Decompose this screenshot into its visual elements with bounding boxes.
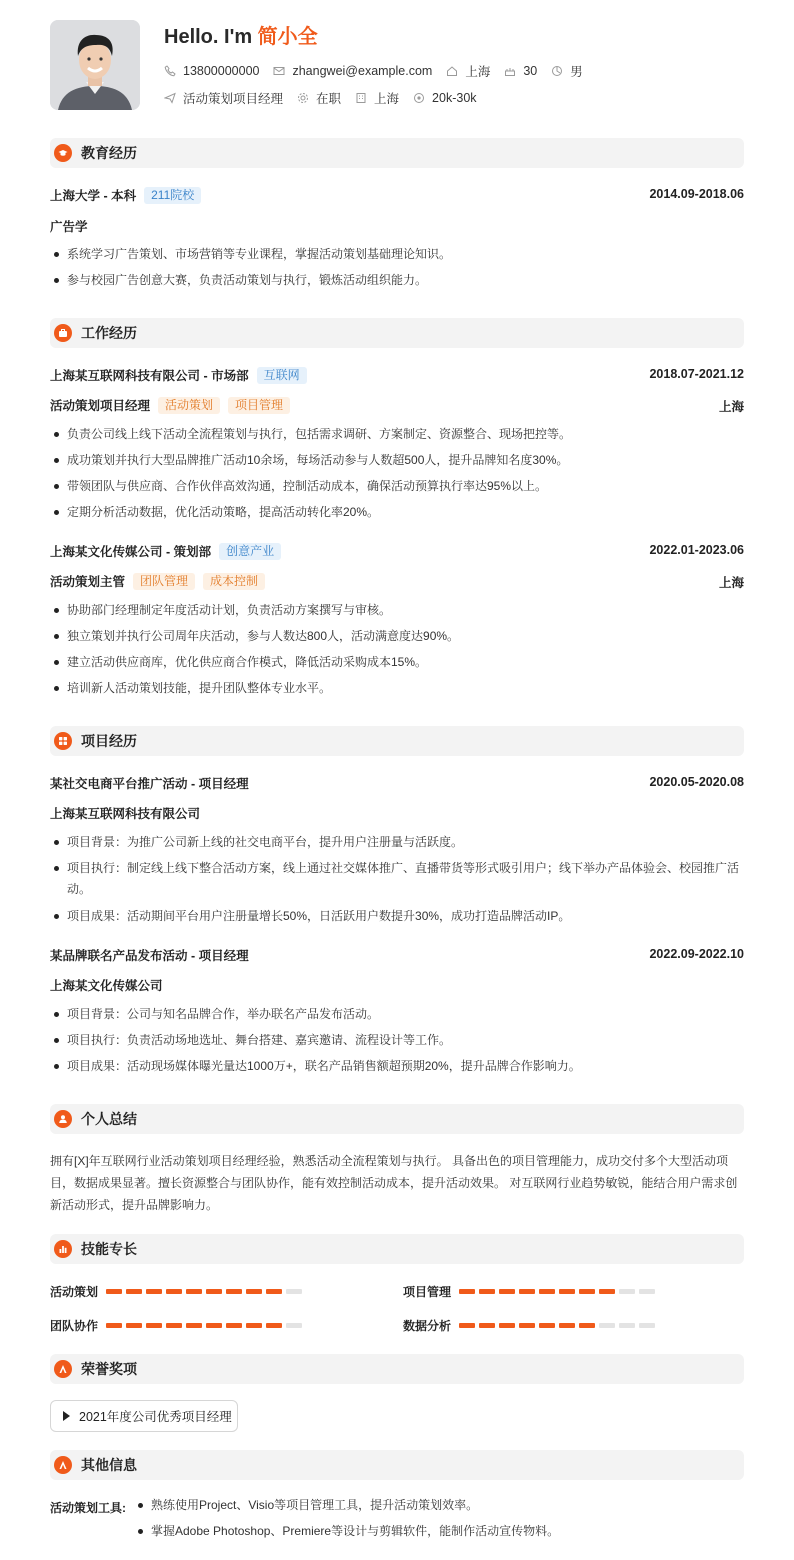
city-item <box>446 62 490 80</box>
list-item: 负责公司线上线下活动全流程策划与执行，包括需求调研、方案制定、资源整合、现场把控等。 <box>50 424 744 445</box>
company-name: 上海某互联网科技有限公司 - 市场部 <box>50 369 249 383</box>
list-item: 项目成果：活动期间平台用户注册量增长50%，日活跃用户数提升30%，成功打造品牌活动IP。 <box>50 906 744 927</box>
skill-segment-filled <box>559 1323 575 1328</box>
greeting-title <box>164 20 318 49</box>
skill-segment-filled <box>499 1323 515 1328</box>
section-title: 技能专长 <box>81 1241 137 1257</box>
skill-segment-filled <box>186 1323 202 1328</box>
skill-segment-filled <box>479 1323 495 1328</box>
skill-segment-filled <box>599 1289 615 1294</box>
section-summary <box>50 1104 744 1134</box>
briefcase-icon <box>54 324 72 342</box>
skill-name: 项目管理 <box>403 1285 452 1299</box>
list-item: 建立活动供应商库，优化供应商合作模式，降低活动采购成本15%。 <box>50 652 744 673</box>
company-name: 上海某文化传媒公司 - 策划部 <box>50 545 212 559</box>
work-city-item <box>355 89 399 107</box>
skill-segment-filled <box>459 1289 475 1294</box>
skill-segment-filled <box>226 1323 242 1328</box>
phone-item <box>164 64 259 78</box>
gender-text: 男 <box>570 65 583 79</box>
work-city: 上海 <box>718 576 744 590</box>
position-item <box>164 89 283 107</box>
send-icon <box>164 92 176 104</box>
gear-icon <box>297 92 309 104</box>
school-tag: 211院校 <box>144 187 201 204</box>
section-title: 教育经历 <box>81 145 137 161</box>
salary-text: 20k-30k <box>432 91 477 105</box>
work-period: 2022.01-2023.06 <box>649 543 744 557</box>
greeting-text: Hello. I'm <box>164 26 253 48</box>
resume-header <box>50 0 744 126</box>
position-text: 活动策划项目经理 <box>183 92 284 106</box>
skill-segment-filled <box>246 1323 262 1328</box>
skill-segment-filled <box>519 1323 535 1328</box>
section-work <box>50 318 744 348</box>
status-text: 在职 <box>316 92 342 106</box>
skill-item <box>50 1283 306 1300</box>
email-item <box>273 64 432 78</box>
skill-segment-empty <box>619 1323 635 1328</box>
list-item: 项目成果：活动现场媒体曝光量达1000万+，联名产品销售额超预期20%，提升品牌合作影响力。 <box>50 1056 744 1077</box>
section-title: 工作经历 <box>81 325 137 341</box>
work-company <box>50 366 307 384</box>
list-item: 项目执行：负责活动场地选址、舞台搭建、嘉宾邀请、流程设计等工作。 <box>50 1030 744 1051</box>
section-skills <box>50 1234 744 1264</box>
skill-segment-filled <box>539 1323 555 1328</box>
work-city: 上海 <box>718 400 744 414</box>
avatar <box>50 20 140 110</box>
skill-segment-filled <box>206 1323 222 1328</box>
skill-level-bar <box>106 1323 306 1328</box>
work-city-text: 上海 <box>374 92 400 106</box>
bar-chart-icon <box>54 1240 72 1258</box>
work-role <box>50 396 290 414</box>
skill-segment-empty <box>286 1289 302 1294</box>
list-item: 掌握Adobe Photoshop、Premiere等设计与剪辑软件，能制作活动宣传物料。 <box>134 1521 744 1542</box>
home-icon <box>446 65 458 77</box>
section-title: 荣誉奖项 <box>81 1361 137 1377</box>
section-education <box>50 138 744 168</box>
role-name: 活动策划主管 <box>50 575 126 589</box>
grid-icon <box>54 732 72 750</box>
skill-segment-filled <box>579 1289 595 1294</box>
list-item: 协助部门经理制定年度活动计划，负责活动方案撰写与审核。 <box>50 600 744 621</box>
skill-name: 数据分析 <box>403 1319 452 1333</box>
job-intent-row <box>164 89 491 107</box>
skill-segment-filled <box>499 1289 515 1294</box>
letter-a-icon <box>54 1456 72 1474</box>
project-period: 2020.05-2020.08 <box>649 775 744 789</box>
graduation-cap-icon <box>54 144 72 162</box>
skill-segment-filled <box>126 1323 142 1328</box>
role-tag: 项目管理 <box>228 397 290 414</box>
city-text: 上海 <box>465 65 491 79</box>
list-item: 系统学习广告策划、市场营销等专业课程，掌握活动策划基础理论知识。 <box>50 244 744 265</box>
phone-icon <box>164 65 176 77</box>
list-item: 项目背景：为推广公司新上线的社交电商平台，提升用户注册量与活跃度。 <box>50 832 744 853</box>
building-icon <box>355 92 367 104</box>
skill-segment-filled <box>166 1289 182 1294</box>
skill-item <box>403 1283 659 1300</box>
skill-segment-empty <box>599 1323 615 1328</box>
skill-name: 活动策划 <box>50 1285 99 1299</box>
mail-icon <box>273 65 285 77</box>
contact-row <box>164 62 597 80</box>
section-other <box>50 1450 744 1480</box>
industry-tag: 互联网 <box>257 367 307 384</box>
skill-segment-filled <box>106 1289 122 1294</box>
education-major: 广告学 <box>50 220 88 234</box>
education-school <box>50 186 201 204</box>
project-period: 2022.09-2022.10 <box>649 947 744 961</box>
skill-segment-filled <box>246 1289 262 1294</box>
skill-segment-empty <box>639 1289 655 1294</box>
skill-segment-filled <box>266 1289 282 1294</box>
work-role <box>50 572 265 590</box>
skill-segment-filled <box>146 1323 162 1328</box>
list-item: 项目执行：制定线上线下整合活动方案，线上通过社交媒体推广、直播带货等形式吸引用户；线下举办产品体验会、校园推广活动。 <box>50 858 744 900</box>
coin-icon <box>413 92 425 104</box>
work-period: 2018.07-2021.12 <box>649 367 744 381</box>
skill-segment-filled <box>226 1289 242 1294</box>
skill-segment-filled <box>579 1323 595 1328</box>
skill-level-bar <box>459 1323 659 1328</box>
project-company: 上海某互联网科技有限公司 <box>50 807 201 821</box>
skill-item <box>403 1317 659 1334</box>
list-item: 项目背景：公司与知名品牌合作，举办联名产品发布活动。 <box>50 1004 744 1025</box>
list-item: 培训新人活动策划技能，提升团队整体专业水平。 <box>50 678 744 699</box>
list-item: 带领团队与供应商、合作伙伴高效沟通，控制活动成本，确保活动预算执行率达95%以上。 <box>50 476 744 497</box>
skill-name: 团队协作 <box>50 1319 99 1333</box>
skill-segment-empty <box>286 1323 302 1328</box>
list-item: 成功策划并执行大型品牌推广活动10余场，每场活动参与人数超500人，提升品牌知名度30%。 <box>50 450 744 471</box>
age-item <box>504 64 537 78</box>
resume-page <box>50 0 744 1538</box>
award-item[interactable] <box>50 1400 238 1432</box>
gender-icon <box>551 65 563 77</box>
award-text: 2021年度公司优秀项目经理 <box>79 1410 232 1424</box>
section-title: 个人总结 <box>81 1111 137 1127</box>
skill-segment-filled <box>146 1289 162 1294</box>
skill-segment-filled <box>206 1289 222 1294</box>
school-name: 上海大学 - 本科 <box>50 189 137 203</box>
summary-text: 拥有[X]年互联网行业活动策划项目经理经验，熟悉活动全流程策划与执行。 具备出色的项目管理能力，成功交付多个大型活动项目，数据成果显著。擅长资源整合与团队协作，能有效控制活动成本，提升活动效果。 对互联网行业趋势敏锐，能结合用户需求创新活动形式，提升品牌影响力。 <box>50 1154 738 1212</box>
section-title: 项目经历 <box>81 733 137 749</box>
award-icon <box>54 1360 72 1378</box>
role-tag: 成本控制 <box>203 573 265 590</box>
list-item: 参与校园广告创意大赛，负责活动策划与执行，锻炼活动组织能力。 <box>50 270 744 291</box>
role-tag: 团队管理 <box>133 573 195 590</box>
email-text: zhangwei@example.com <box>292 64 433 78</box>
skill-segment-filled <box>559 1289 575 1294</box>
section-title: 其他信息 <box>81 1457 137 1473</box>
skill-segment-empty <box>619 1289 635 1294</box>
gender-item <box>551 62 583 80</box>
skill-segment-filled <box>519 1289 535 1294</box>
project-name: 某社交电商平台推广活动 - 项目经理 <box>50 777 249 791</box>
skill-segment-filled <box>126 1289 142 1294</box>
phone-text: 13800000000 <box>183 64 260 78</box>
skill-item <box>50 1317 306 1334</box>
skill-segment-filled <box>166 1323 182 1328</box>
project-company: 上海某文化传媒公司 <box>50 979 163 993</box>
candidate-name: 简小全 <box>257 26 318 48</box>
skill-segment-filled <box>266 1323 282 1328</box>
list-item: 熟练使用Project、Visio等项目管理工具，提升活动策划效率。 <box>134 1495 744 1516</box>
user-icon <box>54 1110 72 1128</box>
skill-segment-filled <box>186 1289 202 1294</box>
skill-segment-filled <box>459 1323 475 1328</box>
list-item: 定期分析活动数据，优化活动策略，提高活动转化率20%。 <box>50 502 744 523</box>
status-item <box>297 89 341 107</box>
education-period: 2014.09-2018.06 <box>649 187 744 201</box>
skill-segment-filled <box>539 1289 555 1294</box>
section-project <box>50 726 744 756</box>
skill-segment-filled <box>106 1323 122 1328</box>
section-awards <box>50 1354 744 1384</box>
skill-level-bar <box>106 1289 306 1294</box>
skill-level-bar <box>459 1289 659 1294</box>
other-label: 活动策划工具: <box>50 1501 126 1515</box>
role-name: 活动策划项目经理 <box>50 399 151 413</box>
age-text: 30 <box>523 64 538 78</box>
list-item: 独立策划并执行公司周年庆活动，参与人数达800人，活动满意度达90%。 <box>50 626 744 647</box>
industry-tag: 创意产业 <box>219 543 281 560</box>
cake-icon <box>504 65 516 77</box>
skill-segment-filled <box>479 1289 495 1294</box>
skill-segment-empty <box>639 1323 655 1328</box>
project-name: 某品牌联名产品发布活动 - 项目经理 <box>50 949 249 963</box>
salary-item <box>413 91 476 105</box>
work-company <box>50 542 281 560</box>
triangle-right-icon <box>63 1411 70 1421</box>
role-tag: 活动策划 <box>158 397 220 414</box>
